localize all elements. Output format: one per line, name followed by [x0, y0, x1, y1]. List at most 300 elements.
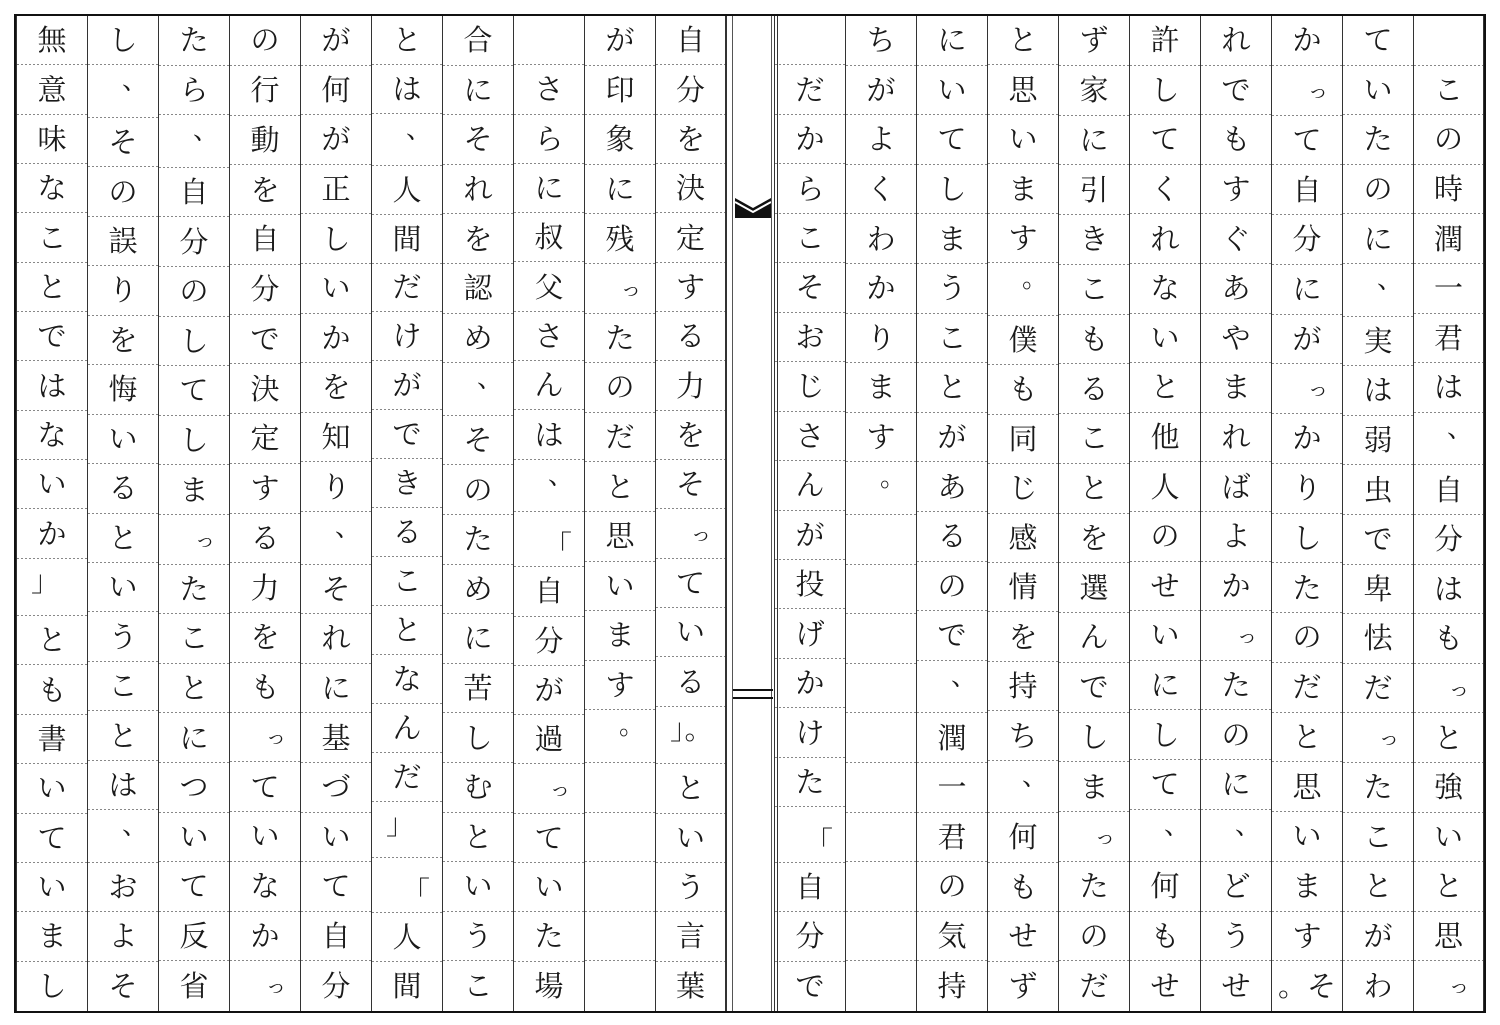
gutter-band — [732, 16, 772, 1011]
manuscript-cell: 、 — [1201, 810, 1271, 863]
manuscript-cell: 象 — [585, 115, 655, 165]
manuscript-cell: こ — [1343, 813, 1413, 863]
manuscript-cell: し — [917, 165, 987, 215]
manuscript-cell: 知 — [301, 413, 371, 463]
manuscript-cell: ぐ — [1201, 214, 1271, 264]
manuscript-cell: ば — [1201, 462, 1271, 512]
manuscript-cell: も — [1201, 115, 1271, 165]
manuscript-cell: 定 — [230, 414, 300, 464]
manuscript-cell: る — [656, 657, 725, 706]
manuscript-cell: し — [1059, 713, 1129, 763]
manuscript-cell: 言 — [656, 912, 725, 961]
manuscript-cell: れ — [443, 165, 513, 215]
manuscript-cell: 人 — [372, 166, 442, 215]
manuscript-cell: ま — [159, 465, 229, 515]
manuscript-cell — [585, 813, 655, 863]
manuscript-cell: る — [1059, 364, 1129, 414]
manuscript-cell: こ — [1059, 265, 1129, 315]
manuscript-cell: そ — [443, 115, 513, 165]
manuscript-cell: で — [1343, 515, 1413, 565]
manuscript-cell: 自 — [1414, 465, 1483, 515]
manuscript-cell: と — [17, 616, 87, 665]
manuscript-cell: が — [1343, 912, 1413, 962]
manuscript-cell: 省 — [179, 968, 209, 1003]
manuscript-cell: て — [1130, 760, 1200, 810]
manuscript-cell: た — [1343, 763, 1413, 813]
manuscript-cell: よ — [1201, 512, 1271, 562]
manuscript-cell: 残 — [585, 214, 655, 264]
manuscript-cell: 力 — [230, 563, 300, 613]
manuscript-cell: の — [1130, 512, 1200, 562]
manuscript-cell: こ — [159, 614, 229, 664]
manuscript-cell: る — [656, 312, 725, 361]
manuscript-cell: れ — [1201, 413, 1271, 463]
manuscript-cell: も — [988, 365, 1058, 414]
manuscript-cell: め — [443, 314, 513, 364]
manuscript-cell: 思 — [988, 65, 1058, 114]
manuscript-cell: 、 — [159, 115, 229, 168]
manuscript-cell — [846, 664, 916, 714]
manuscript-column — [1271, 16, 1342, 1011]
manuscript-cell: 分 — [159, 217, 229, 267]
manuscript-cell: そ — [775, 263, 845, 312]
center-gutter — [726, 16, 778, 1011]
manuscript-cell: 弱 — [1343, 416, 1413, 466]
manuscript-cell: ま — [1201, 363, 1271, 413]
manuscript-cell: の — [88, 167, 158, 216]
manuscript-cell: た — [443, 515, 513, 565]
manuscript-cell — [846, 713, 916, 763]
manuscript-cell: む — [443, 763, 513, 813]
manuscript-cell: よ — [846, 115, 916, 165]
manuscript-cell: け — [775, 708, 845, 757]
manuscript-cell: す — [846, 413, 916, 463]
manuscript-cell: げ — [775, 609, 845, 658]
manuscript-cell: な — [1130, 264, 1200, 314]
manuscript-cell: を — [230, 165, 300, 215]
manuscript-cell: せ — [988, 912, 1058, 961]
manuscript-cell: を — [656, 411, 725, 460]
right-page — [774, 16, 1484, 1011]
manuscript-cell: が — [372, 361, 442, 410]
manuscript-cell: っ — [1414, 664, 1483, 714]
manuscript-cell: 合 — [443, 16, 513, 66]
manuscript-cell: わ — [846, 214, 916, 264]
manuscript-cell — [585, 961, 655, 1011]
manuscript-cell: 卑 — [1343, 565, 1413, 615]
manuscript-cell: で — [917, 611, 987, 661]
manuscript-cell: と — [372, 606, 442, 655]
manuscript-column — [845, 16, 916, 1011]
manuscript-cell: か — [775, 659, 845, 708]
manuscript-cell: る — [88, 464, 158, 513]
manuscript-cell: て — [301, 862, 371, 912]
manuscript-cell: 何 — [301, 66, 371, 116]
manuscript-cell: だ — [775, 65, 845, 114]
manuscript-cell: か — [1201, 562, 1271, 612]
manuscript-cell: じ — [988, 464, 1058, 513]
manuscript-cell: は — [372, 65, 442, 114]
manuscript-cell: し — [1130, 710, 1200, 760]
manuscript-cell: い — [17, 863, 87, 912]
manuscript-cell: と — [1059, 464, 1129, 514]
manuscript-cell: い — [443, 862, 513, 912]
manuscript-cell: は — [88, 761, 158, 810]
manuscript-column — [1058, 16, 1129, 1011]
manuscript-cell: し — [159, 317, 229, 367]
manuscript-cell: な — [17, 164, 87, 213]
manuscript-cell: 投 — [775, 560, 845, 609]
manuscript-cell: の — [585, 363, 655, 413]
manuscript-cell: い — [585, 562, 655, 612]
manuscript-cell: を — [88, 316, 158, 365]
manuscript-cell: に — [1343, 214, 1413, 264]
manuscript-cell: し — [301, 214, 371, 264]
manuscript-cell: っ — [585, 264, 655, 314]
manuscript-cell: と — [1272, 713, 1342, 763]
manuscript-cell: て — [656, 559, 725, 608]
manuscript-cell: か — [301, 314, 371, 364]
manuscript-cell: さ — [514, 65, 584, 114]
manuscript-cell: も — [1059, 315, 1129, 365]
manuscript-cell: ま — [17, 912, 87, 961]
manuscript-cell: う — [88, 612, 158, 661]
manuscript-cell: て — [159, 366, 229, 416]
manuscript-cell: い — [88, 563, 158, 612]
manuscript-cell: 。 — [988, 263, 1058, 315]
manuscript-cell: を — [988, 612, 1058, 661]
manuscript-cell: た — [1059, 862, 1129, 912]
manuscript-cell: か — [230, 912, 300, 962]
manuscript-cell: 潤 — [917, 713, 987, 763]
manuscript-cell: ち — [988, 711, 1058, 760]
manuscript-cell: だ — [1343, 664, 1413, 714]
manuscript-cell: だ — [585, 413, 655, 463]
manuscript-cell: と — [443, 813, 513, 863]
manuscript-cell: が — [301, 115, 371, 165]
manuscript-cell: た — [159, 565, 229, 615]
manuscript-cell: も — [230, 663, 300, 713]
manuscript-cell — [585, 912, 655, 962]
manuscript-cell: 気 — [917, 912, 987, 962]
manuscript-cell: 行 — [230, 66, 300, 116]
manuscript-cell: わ — [1363, 968, 1393, 1003]
manuscript-cell: に — [917, 16, 987, 66]
manuscript-cell: は — [1343, 366, 1413, 416]
manuscript-cell: に — [1130, 661, 1200, 711]
manuscript-cell: せ — [1150, 968, 1180, 1003]
manuscript-cell: て — [1272, 116, 1342, 166]
manuscript-cell: 潤 — [1414, 214, 1483, 264]
manuscript-cell: 。そ — [1277, 968, 1336, 1003]
manuscript-cell: る — [230, 514, 300, 564]
manuscript-cell: て — [1130, 115, 1200, 165]
manuscript-cell: あ — [917, 462, 987, 512]
manuscript-cell: ず — [1008, 968, 1038, 1003]
manuscript-cell: た — [514, 912, 584, 961]
manuscript-cell: っ — [1272, 364, 1342, 414]
manuscript-cell: い — [656, 608, 725, 657]
manuscript-cell: く — [846, 165, 916, 215]
manuscript-cell: っ — [656, 509, 725, 558]
manuscript-cell: と — [159, 664, 229, 714]
manuscript-cell: 自 — [301, 912, 371, 962]
manuscript-cell: と — [988, 16, 1058, 65]
fishtail-mark-icon — [735, 196, 771, 220]
manuscript-cell: せ — [1221, 968, 1251, 1003]
manuscript-cell: い — [1272, 812, 1342, 862]
manuscript-cell: し — [443, 713, 513, 763]
manuscript-cell: て — [1343, 16, 1413, 66]
manuscript-cell: 僕 — [988, 316, 1058, 365]
manuscript-cell: 悔 — [88, 365, 158, 414]
manuscript-cell: い — [301, 264, 371, 314]
manuscript-cell: し — [1130, 66, 1200, 116]
manuscript-cell: 分 — [775, 912, 845, 961]
manuscript-cell: れ — [1130, 214, 1200, 264]
manuscript-cell: 感 — [988, 514, 1058, 563]
manuscript-cell: の — [230, 16, 300, 66]
manuscript-cell: る — [372, 508, 442, 557]
manuscript-column — [371, 16, 442, 1011]
manuscript-cell: ず — [1059, 16, 1129, 66]
manuscript-cell: で — [795, 968, 825, 1003]
manuscript-cell: 動 — [230, 116, 300, 166]
manuscript-cell: 自 — [514, 567, 584, 616]
manuscript-cell: を — [443, 214, 513, 264]
manuscript-cell: 分 — [1414, 515, 1483, 565]
manuscript-cell: っ — [514, 764, 584, 813]
manuscript-cell: 決 — [656, 164, 725, 213]
manuscript-cell: い — [514, 863, 584, 912]
manuscript-cell: と — [917, 363, 987, 413]
manuscript-cell — [1414, 16, 1483, 66]
manuscript-cell — [846, 614, 916, 664]
manuscript-cell: ま — [917, 214, 987, 264]
manuscript-cell: ち — [846, 16, 916, 66]
manuscript-cell: う — [917, 264, 987, 314]
manuscript-cell: 怯 — [1343, 614, 1413, 664]
manuscript-cell: 「 — [775, 807, 845, 862]
manuscript-cell: い — [1130, 314, 1200, 364]
manuscript-cell: が — [775, 511, 845, 560]
manuscript-cell: だ — [372, 264, 442, 313]
manuscript-cell: 「 — [514, 512, 584, 567]
manuscript-cell: い — [917, 66, 987, 116]
manuscript-cell: す — [585, 661, 655, 711]
manuscript-cell: に — [1272, 265, 1342, 315]
manuscript-cell: 間 — [392, 969, 422, 1004]
manuscript-cell: の — [1059, 912, 1129, 962]
manuscript-cell: で — [1059, 663, 1129, 713]
manuscript-cell: 一 — [1414, 264, 1483, 314]
manuscript-cell: で — [1201, 66, 1271, 116]
manuscript-cell: 自 — [1272, 165, 1342, 215]
manuscript-column — [442, 16, 513, 1011]
manuscript-cell: 場 — [534, 968, 564, 1003]
center-mark — [733, 689, 773, 699]
manuscript-cell: す — [1201, 165, 1271, 215]
manuscript-cell: さ — [514, 312, 584, 361]
manuscript-column — [229, 16, 300, 1011]
manuscript-cell: き — [1059, 215, 1129, 265]
manuscript-cell: 印 — [585, 66, 655, 116]
manuscript-cell: 人 — [1130, 462, 1200, 512]
manuscript-cell: す — [1272, 912, 1342, 962]
manuscript-cell: 。 — [846, 462, 916, 515]
manuscript-cell: て — [17, 814, 87, 863]
manuscript-column — [584, 16, 655, 1011]
manuscript-cell: 過 — [514, 715, 584, 764]
manuscript-cell: か — [1272, 16, 1342, 66]
manuscript-cell: も — [17, 665, 87, 714]
manuscript-cell: 家 — [1059, 66, 1129, 116]
manuscript-cell: 他 — [1130, 413, 1200, 463]
manuscript-cell: に — [585, 165, 655, 215]
manuscript-cell: ま — [846, 363, 916, 413]
manuscript-cell: と — [585, 462, 655, 512]
manuscript-column — [987, 16, 1058, 1011]
manuscript-cell: 君 — [1414, 314, 1483, 364]
manuscript-cell: っ — [266, 974, 286, 999]
manuscript-cell: 自 — [775, 863, 845, 912]
manuscript-cell: は — [17, 361, 87, 410]
manuscript-cell: と — [1130, 363, 1200, 413]
manuscript-cell: 定 — [656, 213, 725, 262]
manuscript-column — [916, 16, 987, 1011]
manuscript-column — [1342, 16, 1413, 1011]
manuscript-cell: 分 — [321, 968, 351, 1003]
manuscript-cell: だ — [372, 753, 442, 802]
manuscript-cell: そ — [443, 416, 513, 466]
manuscript-cell: 」 — [17, 559, 87, 616]
manuscript-cell: の — [917, 562, 987, 612]
manuscript-cell: い — [301, 813, 371, 863]
manuscript-cell: 時 — [1414, 165, 1483, 215]
manuscript-cell: さ — [775, 412, 845, 461]
manuscript-cell: 持 — [988, 662, 1058, 711]
manuscript-cell: こ — [775, 214, 845, 263]
manuscript-cell: 自 — [159, 168, 229, 218]
manuscript-sheet — [14, 14, 1486, 1013]
manuscript-cell: る — [917, 512, 987, 562]
manuscript-cell: が — [514, 666, 584, 715]
manuscript-cell: そ — [88, 118, 158, 167]
manuscript-cell: 情 — [988, 563, 1058, 612]
manuscript-cell: の — [443, 465, 513, 515]
manuscript-cell: っ — [159, 515, 229, 565]
manuscript-cell: づ — [301, 763, 371, 813]
manuscript-cell: 、 — [372, 114, 442, 166]
manuscript-cell: 誤 — [88, 217, 158, 266]
manuscript-cell: お — [88, 863, 158, 912]
manuscript-cell: 「 — [372, 858, 442, 913]
manuscript-cell: に — [443, 614, 513, 664]
manuscript-cell: 許 — [1130, 16, 1200, 66]
manuscript-cell: い — [656, 814, 725, 863]
manuscript-cell: 虫 — [1343, 465, 1413, 515]
manuscript-cell: 」 — [372, 802, 442, 859]
manuscript-cell: や — [1201, 314, 1271, 364]
manuscript-cell: く — [1130, 165, 1200, 215]
manuscript-cell — [585, 763, 655, 813]
manuscript-cell: と — [88, 711, 158, 760]
manuscript-cell: も — [1414, 614, 1483, 664]
manuscript-cell: に — [1201, 760, 1271, 810]
manuscript-cell: 実 — [1343, 317, 1413, 367]
manuscript-cell: に — [443, 66, 513, 116]
manuscript-cell: こ — [1059, 414, 1129, 464]
manuscript-cell: い — [1130, 611, 1200, 661]
manuscript-cell: て — [917, 115, 987, 165]
manuscript-cell: 苦 — [443, 664, 513, 714]
manuscript-cell: 選 — [1059, 563, 1129, 613]
manuscript-cell: し — [37, 968, 67, 1003]
gutter-rule — [777, 16, 778, 1011]
manuscript-cell: た — [1201, 661, 1271, 711]
manuscript-cell: 、 — [301, 512, 371, 565]
manuscript-cell: て — [159, 862, 229, 912]
manuscript-cell: 」。 — [656, 707, 725, 764]
manuscript-cell — [585, 862, 655, 912]
manuscript-cell: だ — [1272, 663, 1342, 713]
manuscript-cell — [775, 16, 845, 65]
manuscript-cell: 何 — [1130, 862, 1200, 912]
manuscript-column — [774, 16, 845, 1011]
manuscript-column — [513, 16, 584, 1011]
manuscript-cell: た — [775, 758, 845, 807]
manuscript-cell: か — [846, 264, 916, 314]
manuscript-cell: 無 — [17, 16, 87, 65]
manuscript-cell: 。 — [585, 710, 655, 763]
manuscript-cell: つ — [159, 763, 229, 813]
manuscript-cell: に — [159, 713, 229, 763]
manuscript-cell — [846, 515, 916, 565]
manuscript-cell: ま — [585, 611, 655, 661]
left-page — [16, 16, 726, 1011]
manuscript-cell: し — [159, 416, 229, 466]
manuscript-cell: に — [301, 664, 371, 714]
manuscript-cell: そ — [656, 460, 725, 509]
manuscript-cell: こ — [17, 213, 87, 262]
manuscript-cell: 決 — [230, 364, 300, 414]
manuscript-column — [87, 16, 158, 1011]
manuscript-cell: も — [1130, 912, 1200, 962]
manuscript-column — [655, 16, 726, 1011]
manuscript-cell: て — [514, 814, 584, 863]
manuscript-cell: ら — [514, 115, 584, 164]
manuscript-cell: 引 — [1059, 165, 1129, 215]
manuscript-cell: 持 — [937, 968, 967, 1003]
manuscript-cell: め — [443, 565, 513, 615]
manuscript-cell: を — [1059, 514, 1129, 564]
manuscript-cell: 、 — [1343, 264, 1413, 317]
manuscript-cell: っ — [1343, 713, 1413, 763]
manuscript-cell: 意 — [17, 65, 87, 114]
manuscript-cell: ま — [1059, 762, 1129, 812]
manuscript-cell: ど — [1201, 862, 1271, 912]
manuscript-cell: と — [1414, 713, 1483, 763]
manuscript-cell: い — [17, 764, 87, 813]
manuscript-cell: で — [230, 315, 300, 365]
manuscript-cell: れ — [301, 614, 371, 664]
manuscript-column — [1413, 16, 1484, 1011]
manuscript-cell: 間 — [372, 215, 442, 264]
manuscript-cell: こ — [917, 314, 987, 364]
manuscript-cell: す — [988, 214, 1058, 263]
manuscript-cell: 何 — [988, 813, 1058, 862]
manuscript-cell: い — [230, 812, 300, 862]
